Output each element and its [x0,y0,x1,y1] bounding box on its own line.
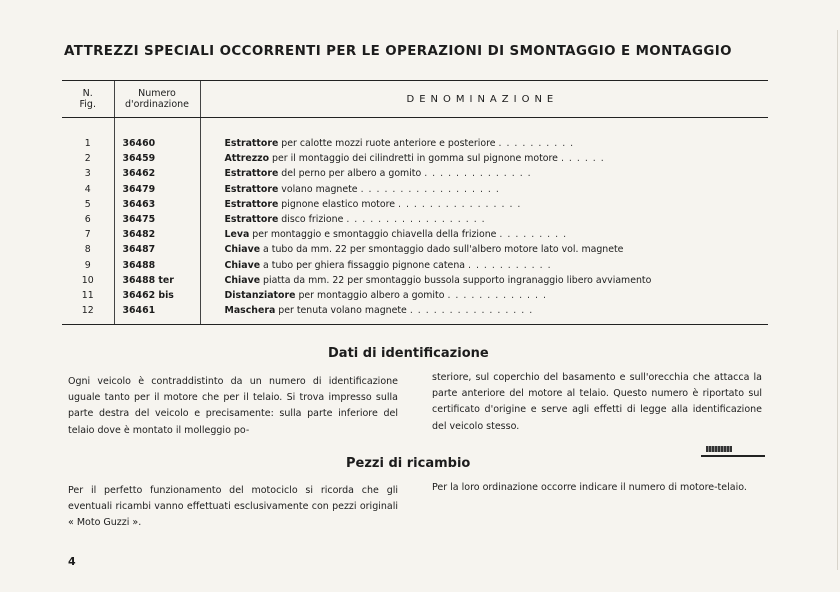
row-order-number: 36460 [114,118,200,152]
row-tool-detail: volano magnete [278,183,358,195]
row-tool-name: Attrezzo [224,153,270,165]
row-fig-number: 6 [84,214,91,226]
row-tool-name: Chiave [224,244,261,256]
row-leader-dots: . . . . . . . . . . . [468,259,552,271]
table-row [62,197,768,212]
page-edge-line [837,30,838,570]
table-row [62,227,768,242]
row-leader-dots: . . . . . . . . . . . . . . [424,168,532,180]
row-description [200,197,768,212]
table-row [62,166,768,181]
row-order-number: 36487 [114,242,200,257]
row-leader-dots: . . . . . . . . . [499,229,568,241]
spare-parts-text-col1: Per il perfetto funzionamento del motociclo si ricorda che gli eventuali ricambi vanno effettuati esclusivamente con pezzi originali « Moto Guzzi ». [68,485,398,529]
row-order-number: 36479 [114,182,200,197]
row-tool-detail: per tenuta volano magnete [275,305,407,317]
row-leader-dots: . . . . . . . . . . . . . . . . [409,305,534,317]
row-tool-name: Chiave [224,274,261,286]
table-row [62,273,768,288]
table-row [62,118,768,152]
spare-parts-text-col2: Per la loro ordinazione occorre indicare il numero di motore-telaio. [432,482,747,493]
header-fig-line1: N. [82,88,93,99]
row-order-number: 36461 [114,303,200,325]
row-tool-name: Distanziatore [224,290,296,302]
row-order-number: 36482 [114,227,200,242]
table-row [62,212,768,227]
row-order-number: 36459 [114,151,200,166]
table-header-row [62,81,768,118]
row-fig-number: 2 [84,153,91,165]
page-title: ATTREZZI SPECIALI OCCORRENTI PER LE OPERAZIONI DI SMONTAGGIO E MONTAGGIO [64,44,732,59]
row-tool-detail: per montaggio e smontaggio chiavella della frizione [249,229,497,241]
row-description [200,242,768,257]
identification-text-col2: steriore, sul coperchio del basamento e sull'orecchia che attacca la parte anteriore del motore al telaio. Questo numero è riportato sul certificato d'origine e serve agli effetti di legge alla identificazione del veicolo stesso. [432,372,762,432]
row-fig-number: 12 [62,303,114,325]
row-tool-detail: per il montaggio dei cilindretti in gomma sul pignone motore [269,153,558,165]
row-description [200,258,768,273]
row-tool-name: Estrattore [224,183,279,195]
row-description [200,273,768,288]
section-title-spare-parts: Pezzi di ricambio [346,456,471,471]
row-fig-number: 8 [84,244,91,256]
row-fig-number: 10 [81,274,94,286]
header-denominazione: DENOMINAZIONE [200,81,768,118]
row-tool-name: Estrattore [224,214,279,226]
row-tool-detail: per montaggio albero a gomito [295,290,445,302]
row-order-number: 36475 [114,212,200,227]
row-order-number: 36462 [114,166,200,181]
row-fig-number: 9 [84,259,91,271]
row-leader-dots: . . . . . . [560,153,605,165]
divider [701,455,765,457]
row-fig-number: 5 [84,198,91,210]
section-title-identification: Dati di identificazione [328,346,489,361]
row-description [200,182,768,197]
table-row [62,288,768,303]
print-mark [706,446,732,452]
table-row [62,242,768,257]
row-order-number: 36462 bis [114,288,200,303]
row-leader-dots: . . . . . . . . . . . . . [447,290,547,302]
row-tool-detail: disco frizione [278,214,344,226]
row-order-number: 36488 ter [114,273,200,288]
row-tool-detail: a tubo per ghiera fissaggio pignone catena [260,259,466,271]
row-fig-number: 11 [81,290,94,302]
header-fig-line2: Fig. [79,99,96,110]
row-leader-dots: . . . . . . . . . . [498,138,575,149]
table-row [62,182,768,197]
page-number: 4 [68,555,76,568]
header-fig [62,81,114,118]
row-fig-number: 1 [84,138,91,149]
row-description [200,151,768,166]
row-fig-number: 3 [84,168,91,180]
row-tool-name: Estrattore [224,138,279,149]
row-description [200,227,768,242]
table-row [62,151,768,166]
row-description [200,166,768,181]
row-fig-number: 4 [84,183,91,195]
row-description [200,303,768,325]
row-order-number: 36488 [114,258,200,273]
row-leader-dots: . . . . . . . . . . . . . . . . [398,198,522,210]
identification-text-col1: Ogni veicolo è contraddistinto da un numero di identificazione uguale tanto per il motore che per il telaio. Si trova impresso sulla parte destra del veicolo e precisamente: sulla parte inferiore del telaio dove è montato il molleggio po- [68,376,398,436]
row-leader-dots: . . . . . . . . . . . . . . . . . . [360,183,500,195]
row-description [200,212,768,227]
row-fig-number: 7 [84,229,91,241]
row-description [200,288,768,303]
row-tool-name: Estrattore [224,198,279,210]
row-tool-detail: a tubo da mm. 22 per smontaggio dado sull'albero motore lato vol. magnete [260,244,624,256]
row-tool-detail: del perno per albero a gomito [278,168,422,180]
row-tool-name: Chiave [224,259,261,271]
row-tool-name: Maschera [224,305,276,317]
row-tool-name: Estrattore [224,168,279,180]
header-num-line1: Numero [138,88,176,99]
header-num-line2: d'ordinazione [124,99,189,110]
row-description [200,118,768,152]
table-row [62,303,768,325]
header-order-number [114,81,200,118]
row-order-number: 36463 [114,197,200,212]
table-row [62,258,768,273]
row-tool-detail: per calotte mozzi ruote anteriore e posteriore [278,138,496,149]
row-tool-detail: piatta da mm. 22 per smontaggio bussola supporto ingranaggio libero avviamento [260,274,652,286]
special-tools-table [62,80,768,325]
row-tool-detail: pignone elastico motore [278,198,396,210]
row-leader-dots: . . . . . . . . . . . . . . . . . . [346,214,486,226]
row-tool-name: Leva [224,229,250,241]
